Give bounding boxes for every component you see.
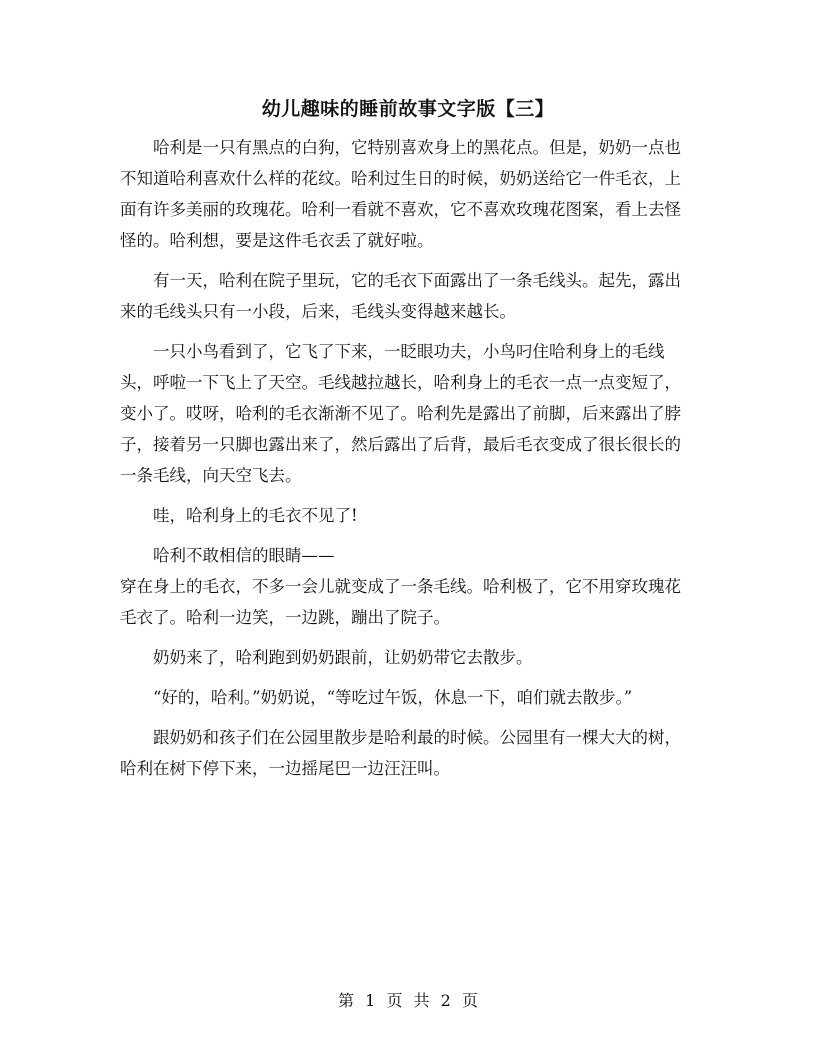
paragraph-8: “好的，哈利。”奶奶说，“等吃过午饭，休息一下，咱们就去散步。” [153,688,633,707]
page-footer [0,988,816,1011]
page-unit: 页 [386,991,403,1010]
total-unit: 页 [461,991,478,1010]
paragraph-5: 哈利不敢相信的眼睛—— [153,546,335,565]
paragraph-7: 奶奶来了，哈利跑到奶奶跟前，让奶奶带它去散步。 [153,648,533,667]
total-pages: 2 [440,991,451,1010]
paragraph-2: 有一天，哈利在院子里玩，它的毛衣下面露出了一条毛线头。起先，露出来的毛线头只有一小段，后来，毛线头变得越来越长。 [120,271,681,321]
total-label: 共 [413,991,430,1010]
paragraph-3: 一只小鸟看到了，它飞了下来，一眨眼功夫，小鸟叼住哈利身上的毛线头，呼啦一下飞上了天空。毛线越拉越长，哈利身上的毛衣一点一点变短了，变小了。哎呀，哈利的毛衣渐渐不见了。哈利先是露出了前脚，后来露出了脖子，接着另一只脚也露出来了，然后露出了后背，最后毛衣变成了很长很长的一条毛线，向天空飞去。 [120,342,681,485]
page-label: 第 [338,991,355,1010]
paragraph-9: 跟奶奶和孩子们在公园里散步是哈利最的时候。公园里有一棵大大的树，哈利在树下停下来，一边摇尾巴一边汪汪叫。 [120,728,681,778]
document-title: 幼儿趣味的睡前故事文字版【三】 [261,98,555,120]
document-body [120,132,696,793]
page-number: 1 [365,991,376,1010]
paragraph-6: 穿在身上的毛衣，不多一会儿就变成了一条毛线。哈利极了，它不用穿玫瑰花毛衣了。哈利一边笑，一边跳，蹦出了院子。 [120,577,681,627]
paragraph-1: 哈利是一只有黑点的白狗，它特别喜欢身上的黑花点。但是，奶奶一点也不知道哈利喜欢什么样的花纹。哈利过生日的时候，奶奶送给它一件毛衣，上面有许多美丽的玫瑰花。哈利一看就不喜欢，它不喜欢玫瑰花图案，看上去怪怪的。哈利想，要是这件毛衣丢了就好啦。 [120,138,681,250]
paragraph-4: 哇，哈利身上的毛衣不见了! [153,506,358,525]
